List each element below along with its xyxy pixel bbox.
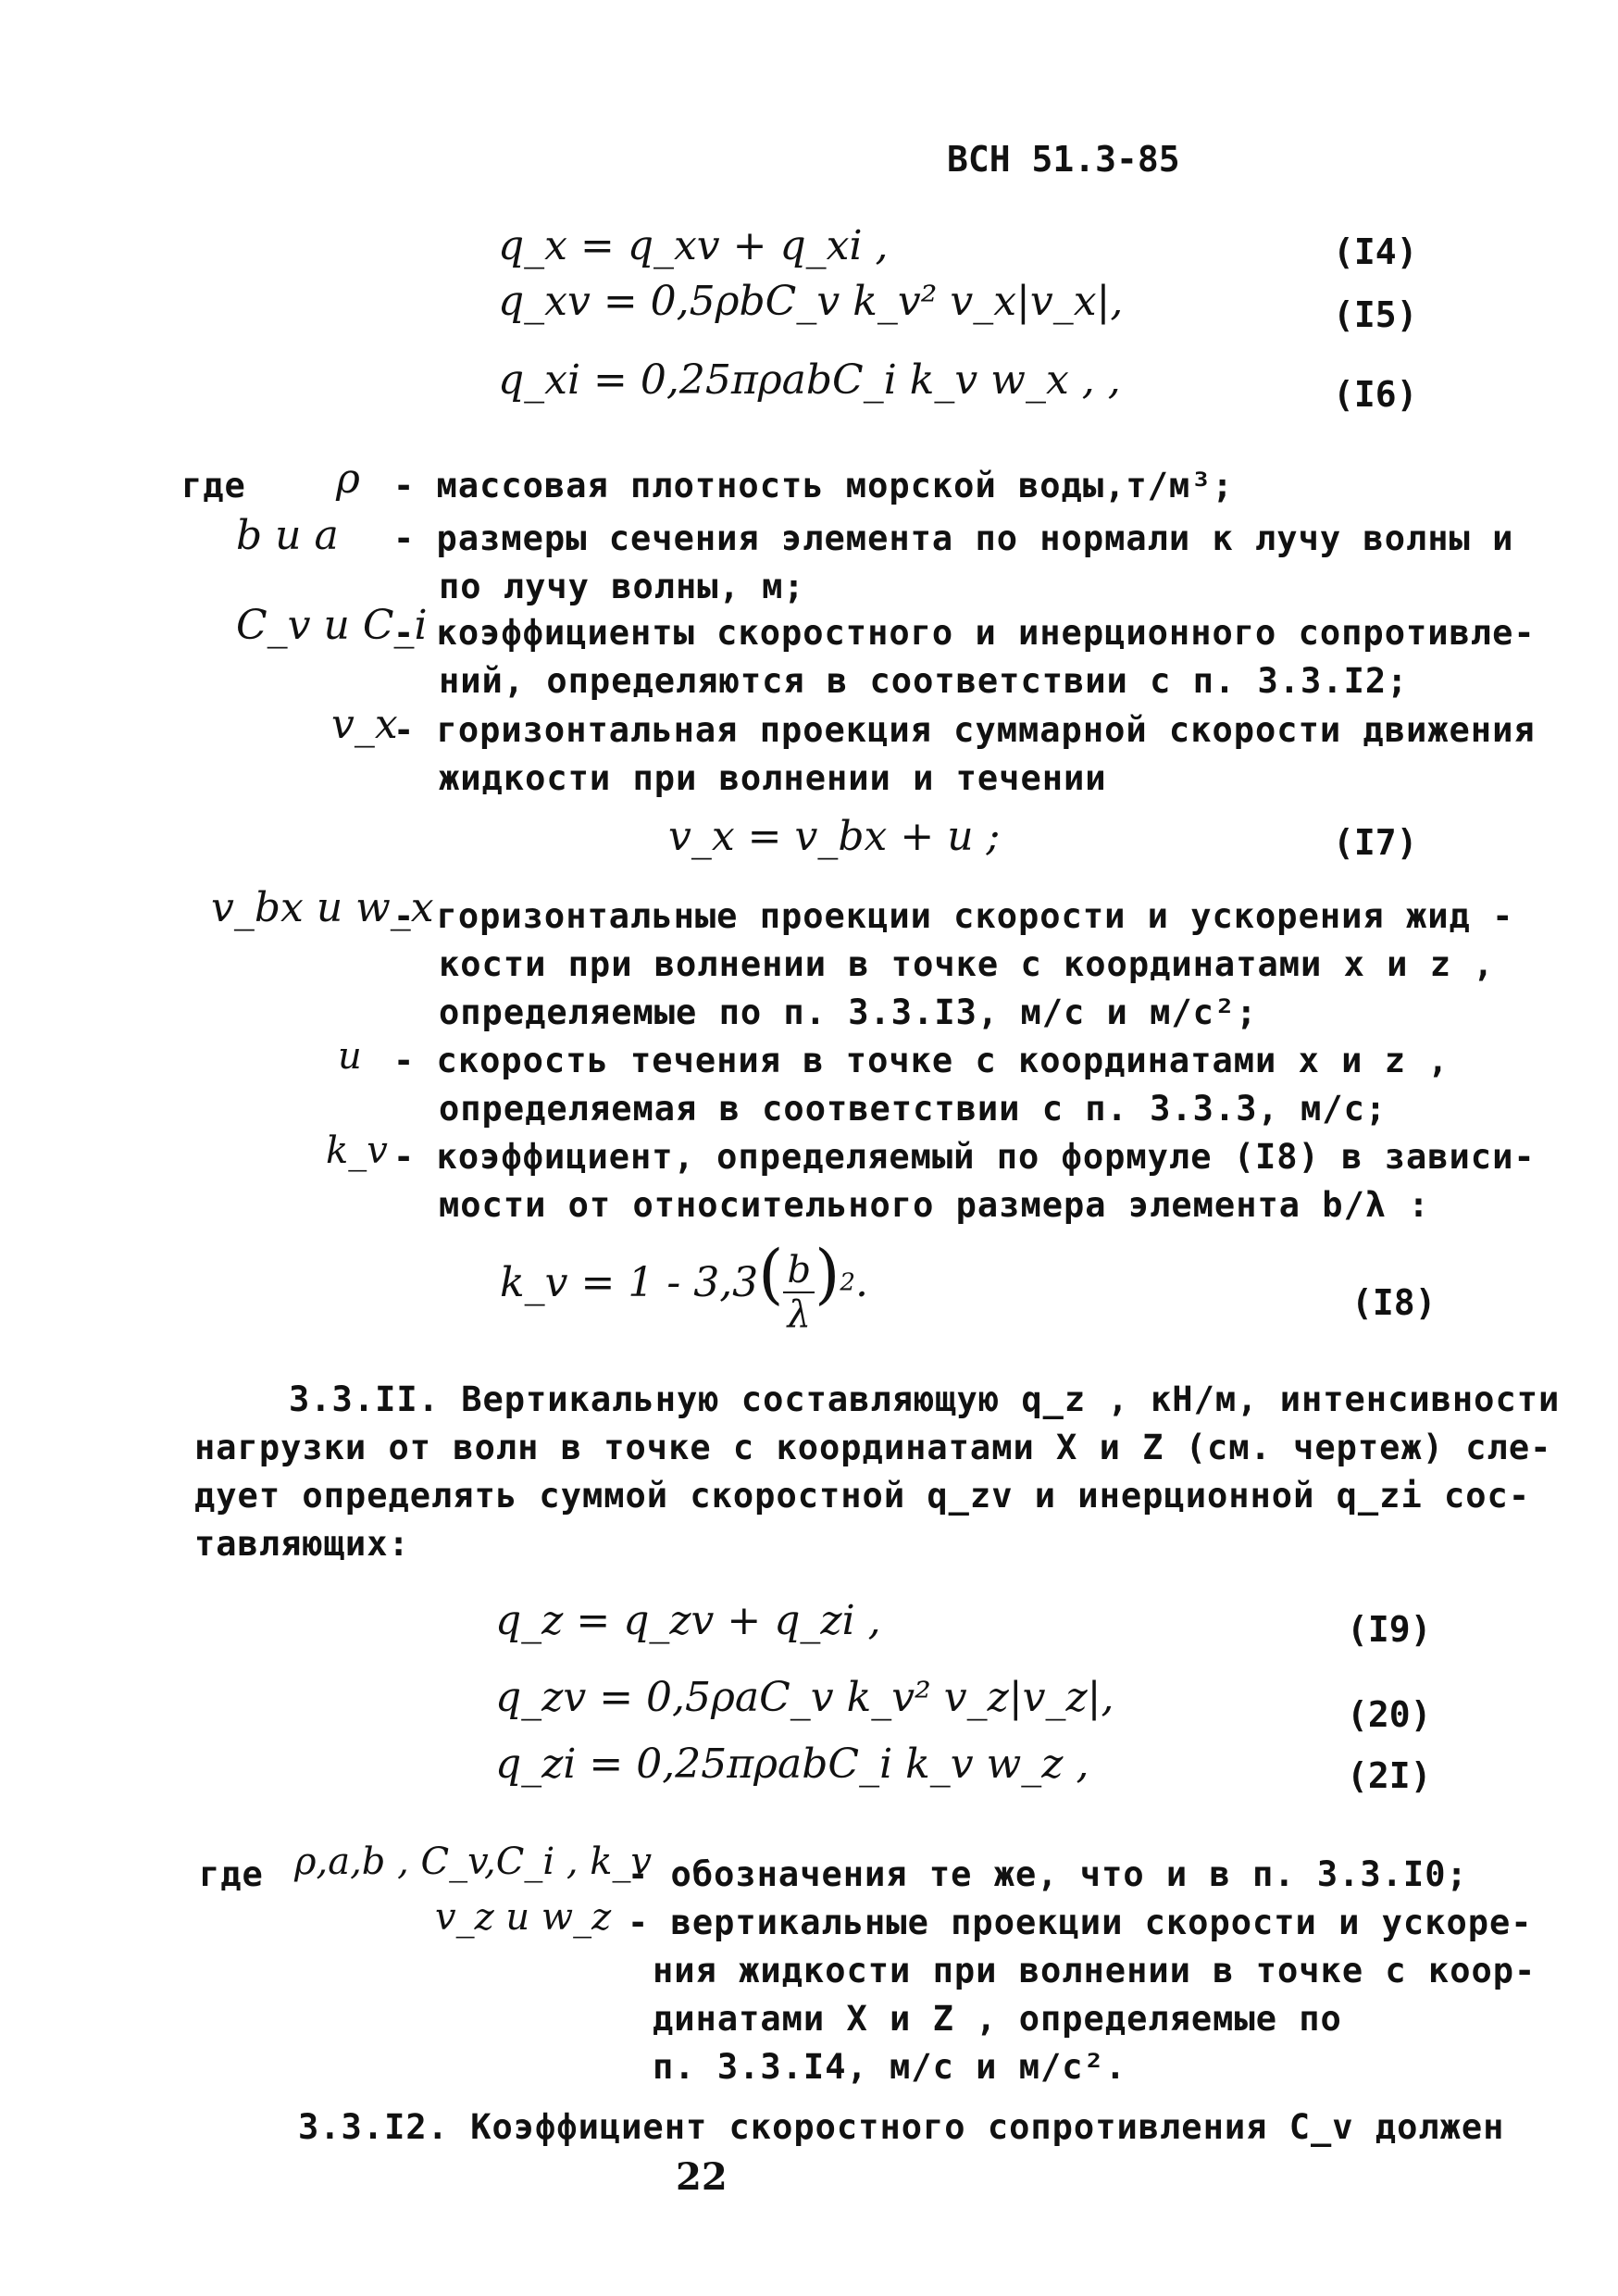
formula-14: q_x = q_xv + q_xi , bbox=[498, 222, 889, 269]
formula-19: q_z = q_zv + q_zi , bbox=[495, 1597, 881, 1644]
vx-definition-line1: - горизонтальная проекция суммарной скорости движения bbox=[393, 710, 1536, 750]
vbx-wx-symbols: v_bx и w_x bbox=[211, 884, 434, 931]
formula-17: v_x = v_bx + u ; bbox=[668, 813, 1001, 860]
cv-ci-definition-line1: - коэффициенты скоростного и инерционного сопротивле- bbox=[393, 613, 1536, 653]
b-over-lambda-fraction bbox=[783, 1249, 815, 1336]
para-3-3-11-line3: дует определять суммой скоростной q_zv и инерционной q_zi сос- bbox=[194, 1476, 1531, 1516]
symbols-list: ρ,a,b , C_v,C_i , k_v bbox=[294, 1841, 653, 1883]
rho-symbol: ρ bbox=[336, 455, 360, 503]
formula-18 bbox=[500, 1236, 868, 1336]
page-number: 22 bbox=[676, 2155, 728, 2199]
vx-definition-line2: жидкости при волнении и течении bbox=[439, 758, 1107, 798]
para-3-3-11-line1: 3.3.II. Вертикальную составляющую q_z , кН/м, интенсивности bbox=[289, 1379, 1561, 1419]
vx-symbol: v_x bbox=[331, 701, 398, 748]
para-3-3-12-line1: 3.3.I2. Коэффициент скоростного сопротивления C_v должен bbox=[298, 2107, 1505, 2147]
b-a-definition-line1: - размеры сечения элемента по нормали к лучу волны и bbox=[393, 518, 1514, 558]
formula-16: q_xi = 0,25πρabC_i k_v w_x , , bbox=[498, 356, 1121, 404]
formula-14-number: (I4) bbox=[1333, 231, 1418, 272]
b-a-symbols: b и a bbox=[236, 512, 339, 559]
vz-wz-definition-line1: - вертикальные проекции скорости и ускоре- bbox=[628, 1903, 1533, 1942]
fraction-numerator: b bbox=[783, 1249, 815, 1293]
b-a-definition-line2: по лучу волны, м; bbox=[439, 567, 805, 606]
cv-ci-symbols: C_v и C_i bbox=[236, 602, 428, 649]
formula-18-period: . bbox=[854, 1259, 868, 1306]
document-code: ВСН 51.3-85 bbox=[947, 139, 1180, 180]
vz-wz-symbols: v_z и w_z bbox=[435, 1896, 612, 1939]
vbx-wx-definition-line2: кости при волнении в точке с координатами x и z , bbox=[439, 944, 1495, 984]
symbols-list-definition: - обозначения те же, что и в п. 3.3.I0; bbox=[628, 1854, 1468, 1894]
where-label: где bbox=[181, 466, 246, 505]
formula-18-number: (I8) bbox=[1351, 1282, 1437, 1323]
kv-definition-line2: мости от относительного размера элемента b/λ : bbox=[439, 1185, 1430, 1225]
kv-symbol: k_v bbox=[326, 1129, 388, 1172]
open-paren: ( bbox=[758, 1236, 784, 1312]
para-3-3-11-line4: тавляющих: bbox=[194, 1524, 410, 1564]
formula-16-number: (I6) bbox=[1333, 374, 1418, 415]
cv-ci-definition-line2: ний, определяются в соответствии с п. 3.3.I2; bbox=[439, 661, 1409, 701]
formula-18-left: k_v = 1 - 3,3 bbox=[500, 1259, 759, 1306]
formula-21: q_zi = 0,25πρabC_i k_v w_z , bbox=[495, 1741, 1089, 1788]
formula-21-number: (2I) bbox=[1347, 1755, 1432, 1796]
formula-15: q_xv = 0,5ρbC_v k_v² v_x|v_x|, bbox=[498, 278, 1124, 325]
fraction-denominator: λ bbox=[787, 1292, 811, 1336]
vz-wz-definition-line3: динатами X и Z , определяемые по bbox=[653, 1999, 1342, 2039]
where-label-2: где bbox=[199, 1854, 264, 1894]
close-paren: ) bbox=[815, 1236, 840, 1312]
para-3-3-11-line2: нагрузки от волн в точке с координатами X и Z (см. чертеж) сле- bbox=[194, 1428, 1552, 1467]
exponent: 2 bbox=[840, 1268, 855, 1297]
u-definition-line1: - скорость течения в точке с координатами x и z , bbox=[393, 1041, 1450, 1080]
u-symbol: u bbox=[338, 1035, 362, 1078]
formula-20: q_zv = 0,5ρaC_v k_v² v_z|v_z|, bbox=[495, 1674, 1114, 1721]
formula-20-number: (20) bbox=[1347, 1694, 1432, 1735]
formula-15-number: (I5) bbox=[1333, 294, 1418, 335]
vz-wz-definition-line4: п. 3.3.I4, м/с и м/с². bbox=[653, 2047, 1127, 2087]
formula-17-number: (I7) bbox=[1333, 822, 1418, 863]
rho-definition: - массовая плотность морской воды,т/м³; bbox=[393, 466, 1234, 505]
formula-19-number: (I9) bbox=[1347, 1609, 1432, 1650]
kv-definition-line1: - коэффициент, определяемый по формуле (I8) в зависи- bbox=[393, 1137, 1536, 1177]
u-definition-line2: определяемая в соответствии с п. 3.3.3, м/с; bbox=[439, 1089, 1388, 1129]
vz-wz-definition-line2: ния жидкости при волнении в точке с коор- bbox=[653, 1951, 1537, 1990]
vbx-wx-definition-line1: - горизонтальные проекции скорости и ускорения жид - bbox=[393, 896, 1514, 936]
vbx-wx-definition-line3: определяемые по п. 3.3.I3, м/с и м/с²; bbox=[439, 992, 1258, 1032]
